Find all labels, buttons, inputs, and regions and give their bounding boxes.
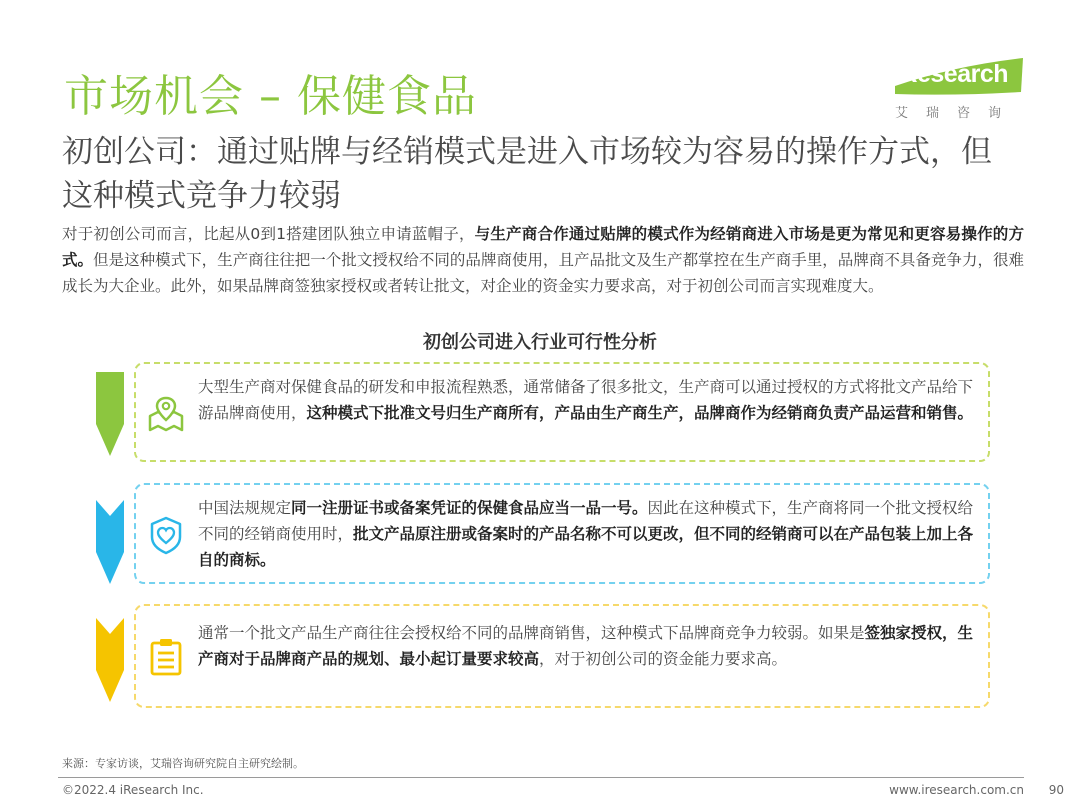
box-1-bold-1: 这种模式下批准文号归生产商所有，产品由生产商生产，品牌商作为经销商负责产品运营和销售。 [306,404,974,422]
logo-subtext: 艾瑞咨询 [895,106,1020,121]
page-subtitle: 初创公司：通过贴牌与经销模式是进入市场较为容易的操作方式，但这种模式竞争力较弱 [62,134,992,214]
iresearch-logo [893,56,1025,120]
intro-text-1: 对于初创公司而言，比起从0到1搭建团队独立申请蓝帽子， [62,225,475,243]
box-1-text-1: 大型生产商对保健食品的研发和申报流程熟悉，通常储备了很多批文，生产商可以通过授权的方式将批文产品给下游品牌商使用， [198,378,974,422]
page-title: 市场机会 – 保健食品 [64,71,477,122]
heart-badge-icon [146,515,186,555]
analysis-box-3 [134,604,990,708]
intro-paragraph [62,221,1024,299]
footer-divider [58,777,1024,778]
box-2-text-1: 中国法规规定 [198,499,292,517]
analysis-box-2 [134,483,990,584]
box-2-text [198,495,974,573]
logo-text: iResearch [893,60,1009,88]
green-down-arrow-icon [94,372,126,456]
copyright: ©2022.4 iResearch Inc. [62,783,204,797]
yellow-down-arrow-icon [94,618,126,702]
map-pin-icon [146,394,186,434]
website-link[interactable]: www.iresearch.com.cn [889,783,1024,797]
box-3-bold-1: 签独家授权，生产商对于品牌商产品的规划、最小起订量要求较高 [198,624,974,668]
intro-bold-1: 与生产商合作通过贴牌的模式作为经销商进入市场是更为常见和更容易操作的方式。 [62,225,1024,269]
page-number: 90 [1048,783,1064,797]
clipboard-icon [146,636,186,676]
box-1-text [198,374,974,426]
box-2-text-2: 因此在这种模式下，生产商将同一个批文授权给不同的经销商使用时， [198,499,974,543]
intro-text-2: 但是这种模式下，生产商往往把一个批文授权给不同的品牌商使用，且产品批文及生产都掌控在生产商手里，品牌商不具备竞争力，很难成长为大企业。此外，如果品牌商签独家授权或者转让批文，对企业的资金实力要求高，对于初创公司而言实现难度大。 [62,251,1024,295]
box-2-bold-2: 批文产品原注册或备案时的产品名称不可以更改，但不同的经销商可以在产品包装上加上各自的商标。 [198,525,974,569]
box-3-text-1: 通常一个批文产品生产商往往会授权给不同的品牌商销售，这种模式下品牌商竞争力较弱。如果是 [198,624,865,642]
diagram-title: 初创公司进入行业可行性分析 [423,332,657,353]
source-note: 来源：专家访谈，艾瑞咨询研究院自主研究绘制。 [62,757,304,770]
analysis-box-1 [134,362,990,462]
blue-down-arrow-icon [94,500,126,584]
box-3-text [198,620,974,672]
box-2-bold-1: 同一注册证书或备案凭证的保健食品应当一品一号。 [291,499,648,517]
box-3-text-2: ，对于初创公司的资金能力要求高。 [539,650,788,668]
